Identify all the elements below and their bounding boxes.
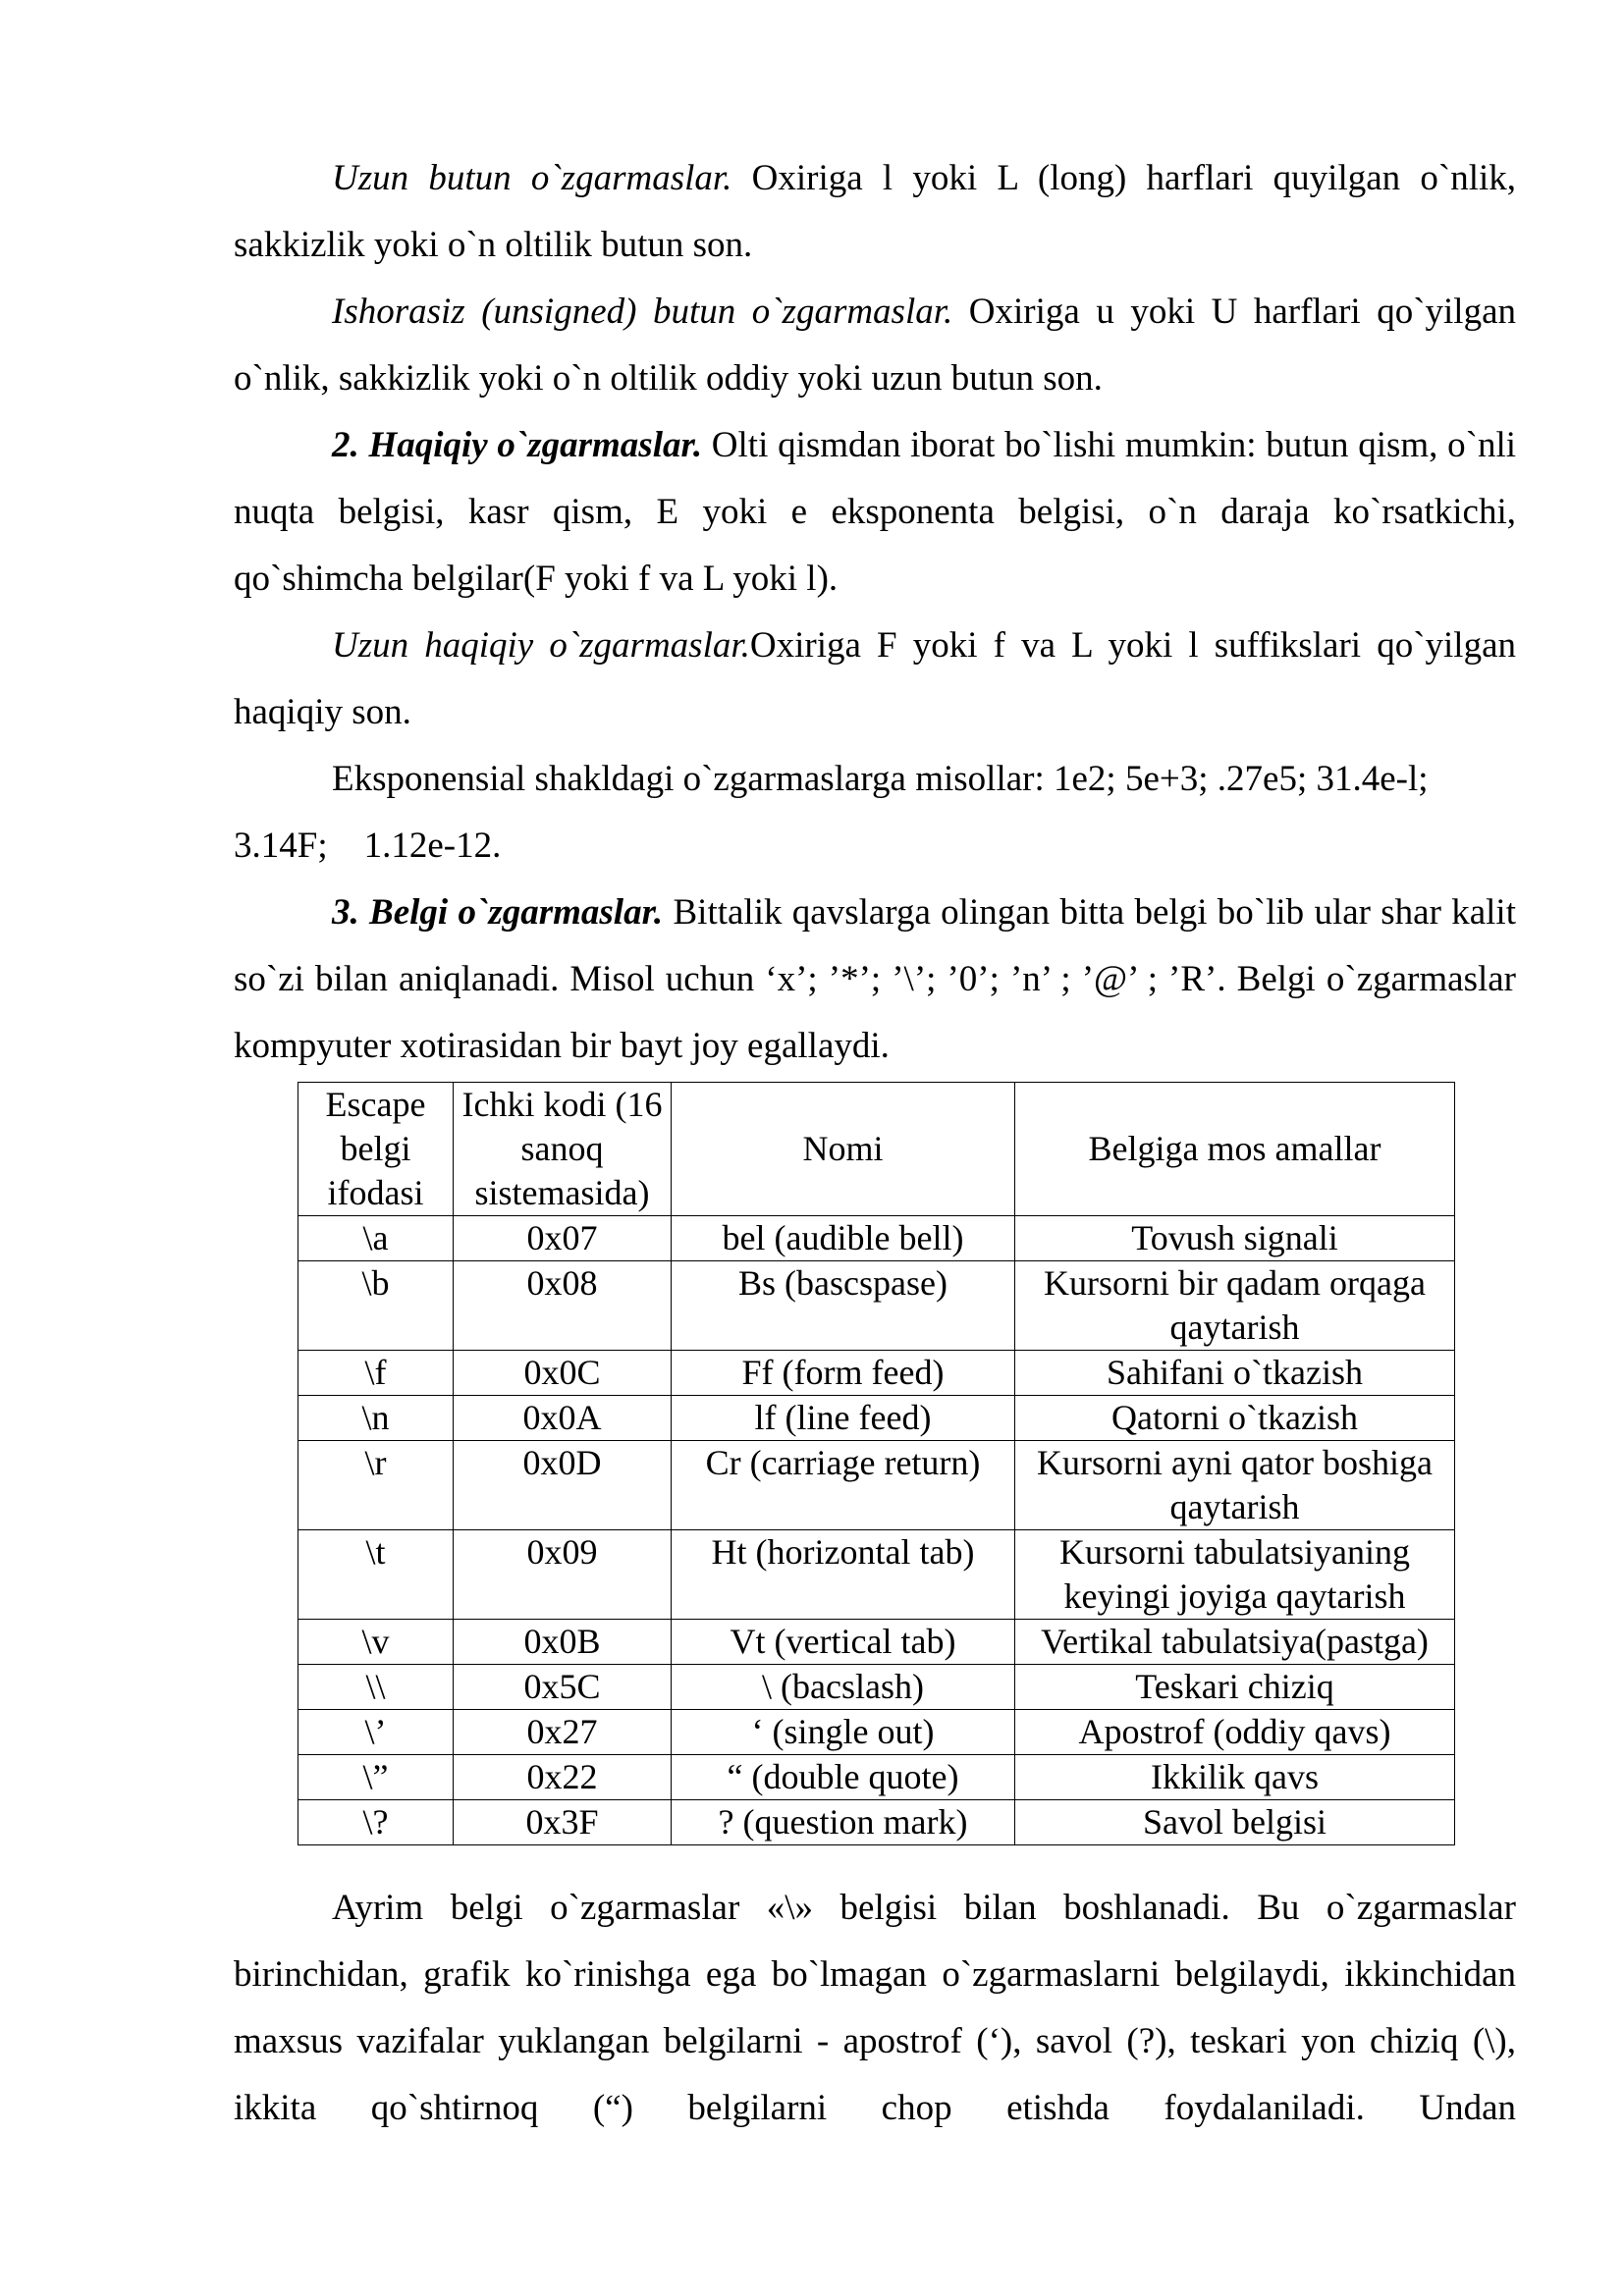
- table-row: [298, 1665, 1455, 1710]
- table-row: [298, 1620, 1455, 1665]
- cell-escape: \’: [298, 1710, 454, 1755]
- cell-name: Ht (horizontal tab): [672, 1530, 1015, 1620]
- cell-action: Savol belgisi: [1015, 1800, 1455, 1845]
- cell-action: Vertikal tabulatsiya(pastga): [1015, 1620, 1455, 1665]
- cell-action: Qatorni o`tkazish: [1015, 1396, 1455, 1441]
- cell-name: Bs (bascspase): [672, 1261, 1015, 1351]
- table-row: [298, 1351, 1455, 1396]
- paragraph-long-integer: Uzun butun o`zgarmaslar. Oxiriga l yoki L (long) harflari quyilgan o`nlik, sakkizlik yoki o`n oltilik butun son.: [234, 158, 1517, 265]
- paragraph-exponential-examples-cont: 3.14F; 1.12e-12.: [234, 826, 502, 866]
- heading-char-constants: 3. Belgi o`zgarmaslar.: [332, 892, 664, 933]
- header-escape: Escape belgi ifodasi: [298, 1083, 454, 1216]
- table-header-row: [298, 1083, 1455, 1216]
- cell-escape: \b: [298, 1261, 454, 1351]
- cell-action: Apostrof (oddiy qavs): [1015, 1710, 1455, 1755]
- cell-name: Vt (vertical tab): [672, 1620, 1015, 1665]
- paragraph-escape-explanation: Ayrim belgi o`zgarmaslar «\» belgisi bilan boshlanadi. Bu o`zgarmaslar birinchidan, grafik ko`rinishga ega bo`lmagan o`zgarmaslarni belgilaydi, ikkinchidan maxsus vazifalar yuklangan belgilarni - apostrof (‘), savol (?), teskari yon chiziq (\), ikkita qo`shtirnoq (“) belgilarni chop etishda foydalaniladi. Undan: [234, 1888, 1516, 2128]
- cell-code: 0x5C: [454, 1665, 672, 1710]
- header-code: Ichki kodi (16 sanoq sistemasida): [454, 1083, 672, 1216]
- cell-escape: \?: [298, 1800, 454, 1845]
- cell-code: 0x09: [454, 1530, 672, 1620]
- cell-code: 0x0A: [454, 1396, 672, 1441]
- document-body-continued: [234, 1875, 1516, 2142]
- table-row: [298, 1755, 1455, 1800]
- cell-code: 0x0B: [454, 1620, 672, 1665]
- cell-code: 0x3F: [454, 1800, 672, 1845]
- cell-action: Tovush signali: [1015, 1216, 1455, 1261]
- cell-action: Ikkilik qavs: [1015, 1755, 1455, 1800]
- cell-code: 0x22: [454, 1755, 672, 1800]
- paragraph-long-real: Uzun haqiqiy o`zgarmaslar.Oxiriga F yoki f va L yoki l suffikslari qo`yilgan haqiqiy son.: [234, 625, 1516, 732]
- cell-code: 0x27: [454, 1710, 672, 1755]
- cell-code: 0x0D: [454, 1441, 672, 1530]
- paragraph-char-constants: 3. Belgi o`zgarmaslar. Bittalik qavslarga olingan bitta belgi bo`lib ular shar kalit so`zi bilan aniqlanadi. Misol uchun ‘x’; ’*’; ’\’; ’0’; ’n’ ; ’@’ ; ’R’. Belgi o`zgarmaslar kompyuter xotirasidan bir bayt joy egallaydi.: [234, 892, 1516, 1066]
- table-row: [298, 1441, 1455, 1530]
- term-long-integer: Uzun butun o`zgarmaslar.: [332, 158, 732, 198]
- cell-action: Kursorni ayni qator boshiga qaytarish: [1015, 1441, 1455, 1530]
- cell-code: 0x08: [454, 1261, 672, 1351]
- cell-action: Kursorni tabulatsiyaning keyingi joyiga qaytarish: [1015, 1530, 1455, 1620]
- cell-name: “ (double quote): [672, 1755, 1015, 1800]
- table-row: [298, 1396, 1455, 1441]
- paragraph-real-constants: 2. Haqiqiy o`zgarmaslar. Olti qismdan iborat bo`lishi mumkin: butun qism, o`nli nuqta belgisi, kasr qism, E yoki e eksponenta belgisi, o`n daraja ko`rsatkichi, qo`shimcha belgilar(F yoki f va L yoki l).: [234, 425, 1517, 599]
- table-row: [298, 1800, 1455, 1845]
- table-row: [298, 1216, 1455, 1261]
- header-action: Belgiga mos amallar: [1015, 1083, 1455, 1216]
- cell-escape: \\: [298, 1665, 454, 1710]
- document-body: [234, 145, 1516, 1080]
- table-row: [298, 1261, 1455, 1351]
- table-row: [298, 1710, 1455, 1755]
- cell-action: Kursorni bir qadam orqaga qaytarish: [1015, 1261, 1455, 1351]
- cell-code: 0x0C: [454, 1351, 672, 1396]
- cell-escape: \n: [298, 1396, 454, 1441]
- escape-sequence-table: [298, 1082, 1455, 1845]
- term-long-real: Uzun haqiqiy o`zgarmaslar.: [332, 625, 750, 666]
- cell-escape: \”: [298, 1755, 454, 1800]
- cell-escape: \r: [298, 1441, 454, 1530]
- table-row: [298, 1530, 1455, 1620]
- paragraph-exponential-examples: Eksponensial shakldagi o`zgarmaslarga misollar: 1e2; 5e+3; .27e5; 31.4e-l;: [332, 759, 1429, 799]
- cell-escape: \t: [298, 1530, 454, 1620]
- cell-code: 0x07: [454, 1216, 672, 1261]
- table-body: [298, 1216, 1455, 1845]
- paragraph-unsigned: Ishorasiz (unsigned) butun o`zgarmaslar. Oxiriga u yoki U harflari qo`yilgan o`nlik, sakkizlik yoki o`n oltilik oddiy yoki uzun butun son.: [234, 292, 1516, 399]
- cell-name: \ (bacslash): [672, 1665, 1015, 1710]
- cell-escape: \a: [298, 1216, 454, 1261]
- heading-real-constants: 2. Haqiqiy o`zgarmaslar.: [332, 425, 703, 465]
- cell-action: Sahifani o`tkazish: [1015, 1351, 1455, 1396]
- cell-name: Cr (carriage return): [672, 1441, 1015, 1530]
- cell-name: lf (line feed): [672, 1396, 1015, 1441]
- cell-name: ? (question mark): [672, 1800, 1015, 1845]
- cell-escape: \v: [298, 1620, 454, 1665]
- header-name: Nomi: [672, 1083, 1015, 1216]
- term-unsigned: Ishorasiz (unsigned) butun o`zgarmaslar.: [332, 292, 953, 332]
- cell-action: Teskari chiziq: [1015, 1665, 1455, 1710]
- cell-name: Ff (form feed): [672, 1351, 1015, 1396]
- cell-name: ‘ (single out): [672, 1710, 1015, 1755]
- cell-name: bel (audible bell): [672, 1216, 1015, 1261]
- cell-escape: \f: [298, 1351, 454, 1396]
